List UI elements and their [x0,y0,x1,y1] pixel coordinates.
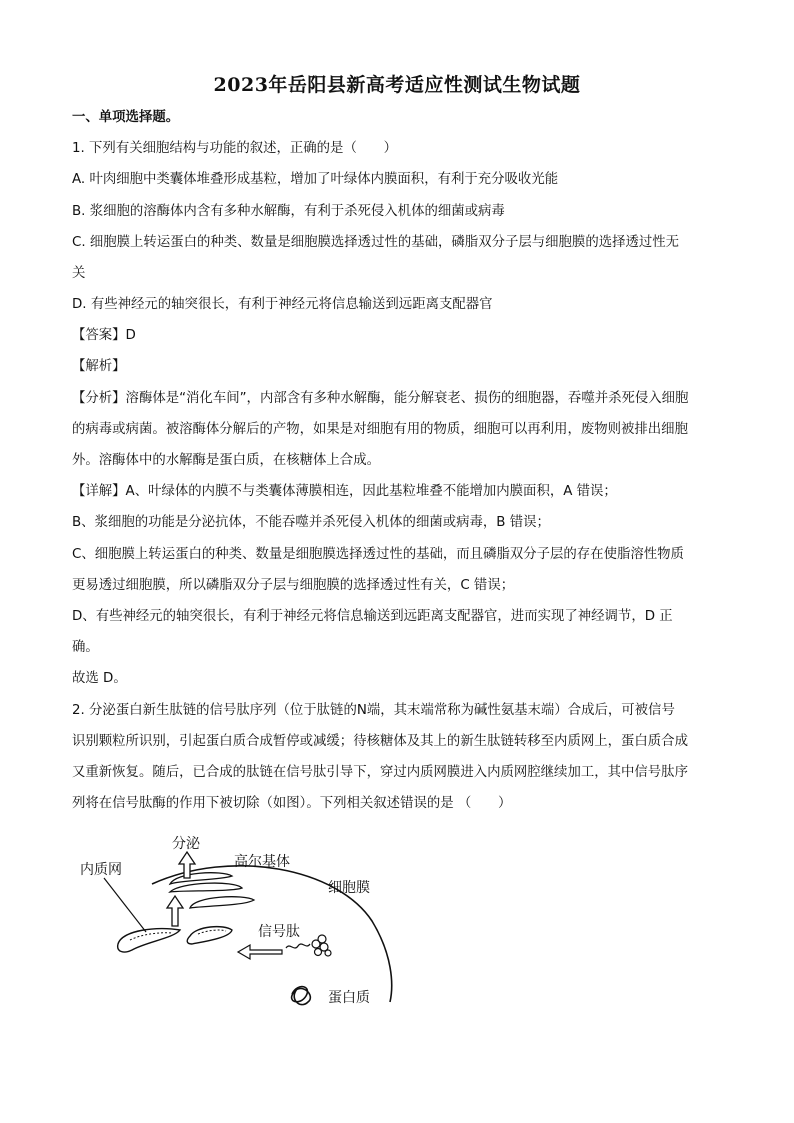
protein-tangle [292,987,311,1005]
section-heading: 一、单项选择题。 [72,110,180,125]
label-signal-peptide: 信号肽 [258,924,300,940]
q1-option-d: D. 有些神经元的轴突很长，有利于神经元将信息输送到远距离支配器官 [72,297,493,312]
cell-diagram [72,826,412,1016]
label-cell-membrane: 细胞膜 [328,880,370,896]
label-secretion: 分泌 [172,836,200,852]
q1-fenxi-2: 的病毒或病菌。被溶酶体分解后的产物，如果是对细胞有用的物质，细胞可以再利用，废物则被排出细胞 [72,422,688,437]
q1-option-a: A. 叶肉细胞中类囊体堆叠形成基粒，增加了叶绿体内膜面积，有利于充分吸收光能 [72,172,559,187]
er-pointer-line [104,878,146,932]
signal-to-er-arrow [238,945,282,959]
label-er: 内质网 [80,862,122,878]
q1-answer: 【答案】D [72,328,136,343]
q1-detail-c-cont: 更易透过细胞膜，所以磷脂双分子层与细胞膜的选择透过性有关，C 错误； [72,578,515,593]
q2-stem-4: 列将在信号肽酶的作用下被切除（如图）。下列相关叙述错误的是 （ ） [72,796,512,811]
q1-option-c: C. 细胞膜上转运蛋白的种类、数量是细胞膜选择透过性的基础，磷脂双分子层与细胞膜的选择透过性无 [72,235,680,250]
q2-stem-1: 2. 分泌蛋白新生肽链的信号肽序列（位于肽链的N端，其末端常称为碱性氨基末端）合成后，可被信号 [72,703,675,718]
endoplasmic-reticulum [118,927,232,952]
q1-option-c-cont: 关 [72,266,86,281]
q1-option-b: B. 浆细胞的溶酶体内含有多种水解酶，有利于杀死侵入机体的细菌或病毒 [72,204,505,219]
q1-fenxi-1: 【分析】溶酶体是“消化车间”，内部含有多种水解酶，能分解衰老、损伤的细胞器，吞噬并杀死侵入细胞 [72,391,689,406]
secretory-protein-figure [72,826,412,1016]
q1-detail-c: C、细胞膜上转运蛋白的种类、数量是细胞膜选择透过性的基础，而且磷脂双分子层的存在使脂溶性物质 [72,547,684,562]
q1-stem: 1. 下列有关细胞结构与功能的叙述，正确的是（ ） [72,141,398,156]
q1-detail-a: 【详解】A、叶绿体的内膜不与类囊体薄膜相连，因此基粒堆叠不能增加内膜面积，A 错误； [72,484,617,499]
q1-detail-d: D、有些神经元的轴突很长，有利于神经元将信息输送到远距离支配器官，进而实现了神经调节，D 正 [72,609,673,624]
secretion-arrows [167,852,195,926]
exam-title: 2023年岳阳县新高考适应性测试生物试题 [213,74,581,96]
label-protein: 蛋白质 [328,990,370,1006]
q2-stem-2: 识别颗粒所识别，引起蛋白质合成暂停或减缓；待核糖体及其上的新生肽链转移至内质网上，蛋白质合成 [72,734,688,749]
q1-fenxi-3: 外。溶酶体中的水解酶是蛋白质，在核糖体上合成。 [72,453,380,468]
golgi-apparatus [170,873,254,908]
q1-choice: 故选 D。 [72,671,127,686]
q2-stem-3: 又重新恢复。随后，已合成的肽链在信号肽引导下，穿过内质网膜进入内质网腔继续加工，其中信号肽序 [72,765,688,780]
q1-detail-b: B、浆细胞的功能是分泌抗体，不能吞噬并杀死侵入机体的细菌或病毒，B 错误； [72,515,550,530]
q1-detail-d-cont: 确。 [72,640,99,655]
label-golgi: 高尔基体 [234,854,290,870]
q1-analysis-label: 【解析】 [72,359,126,374]
